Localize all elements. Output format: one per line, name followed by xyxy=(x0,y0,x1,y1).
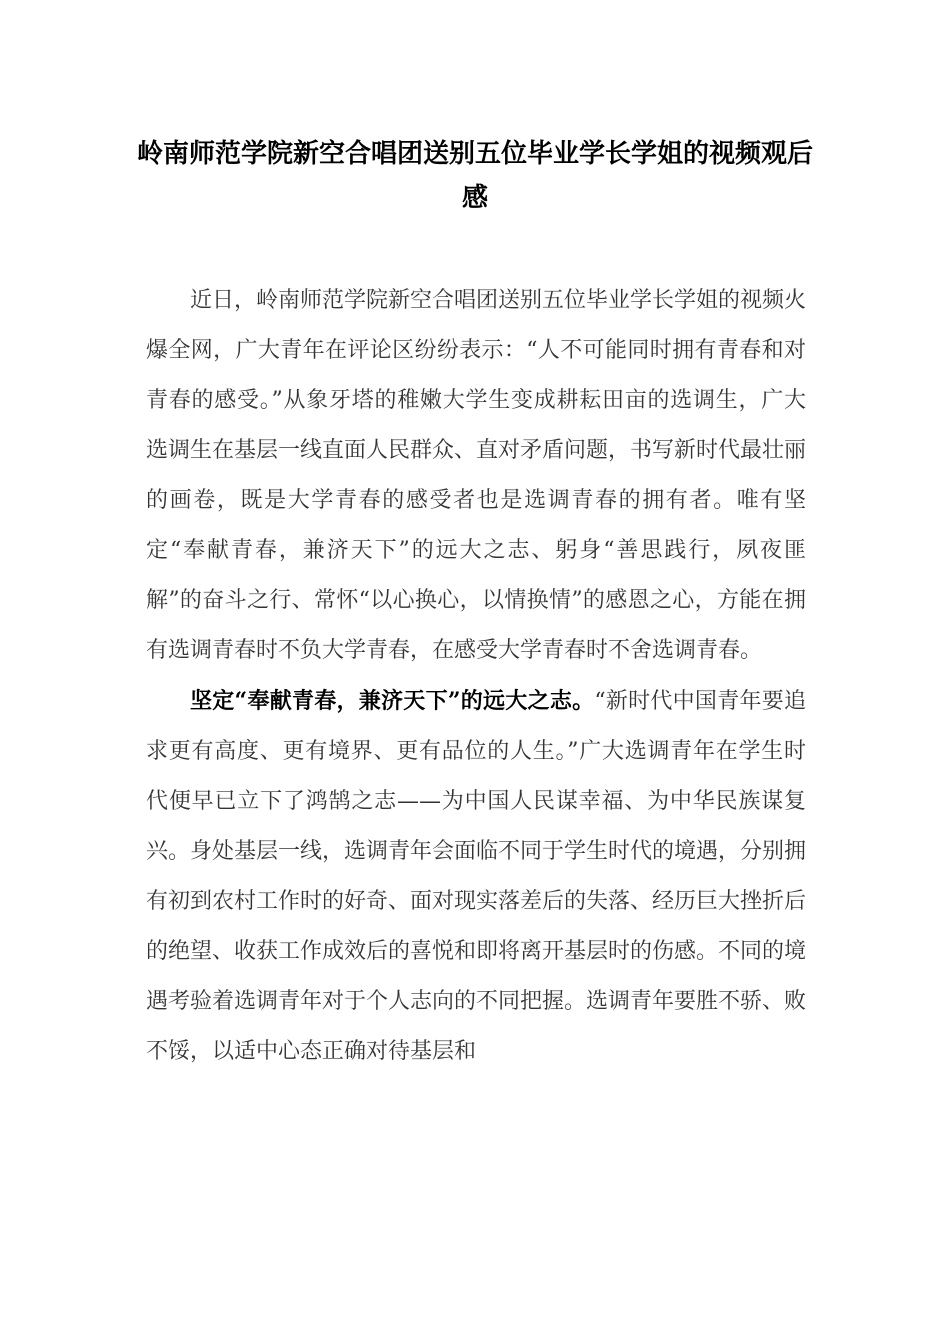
document-body xyxy=(146,276,806,1077)
document-title: 岭南师范学院新空合唱团送别五位毕业学长学姐的视频观后感 xyxy=(136,139,813,213)
paragraph-2-text: “新时代中国青年要追求更有高度、更有境界、更有品位的人生。”广大选调青年在学生时代便早已立下了鸿鹄之志——为中国人民谋幸福、为中华民族谋复兴。身处基层一线，选调青年会面临不同于学生时代的境遇，分别拥有初到农村工作时的好奇、面对现实落差后的失落、经历巨大挫折后的绝望、收获工作成效后的喜悦和即将离开基层时的伤感。不同的境遇考验着选调青年对于个人志向的不同把握。选调青年要胜不骄、败不馁，以适中心态正确对待基层和 xyxy=(146,689,807,1064)
paragraph-1-text: 近日，岭南师范学院新空合唱团送别五位毕业学长学姐的视频火爆全网，广大青年在评论区纷纷表示：“人不可能同时拥有青春和对青春的感受。”从象牙塔的稚嫩大学生变成耕耘田亩的选调生，广大选调生在基层一线直面人民群众、直对矛盾问题，书写新时代最壮丽的画卷，既是大学青春的感受者也是选调青春的拥有者。唯有坚定“奉献青春，兼济天下”的远大之志、躬身“善思践行，夙夜匪解”的奋斗之行、常怀“以心换心，以情换情”的感恩之心，方能在拥有选调青春时不负大学青春，在感受大学青春时不舍选调青春。 xyxy=(146,288,807,663)
paragraph-1 xyxy=(146,276,806,676)
paragraph-2 xyxy=(146,676,806,1077)
paragraph-2-lead: 坚定“奉献青春，兼济天下”的远大之志。 xyxy=(190,688,595,714)
